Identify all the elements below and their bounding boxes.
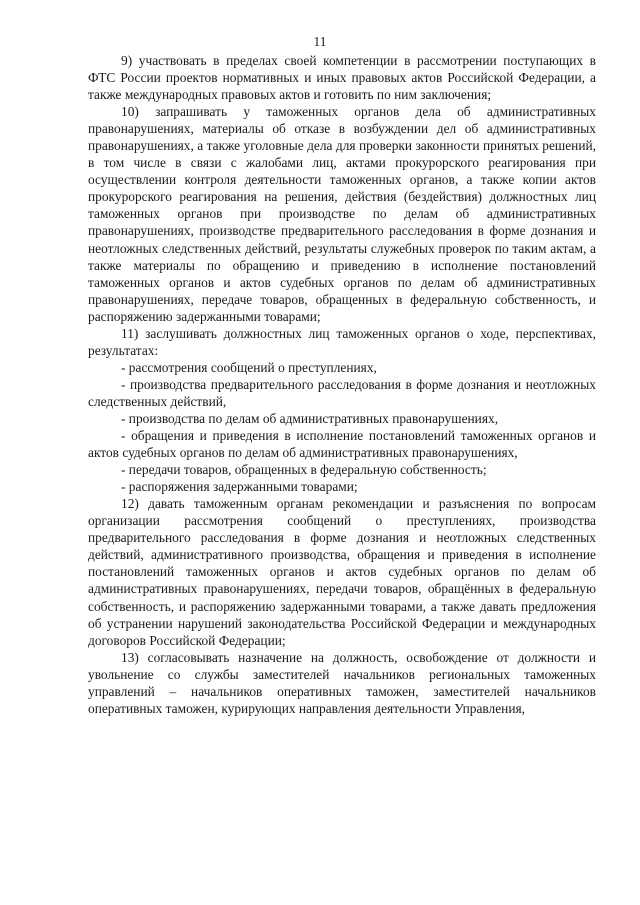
paragraph-item-10: 10) запрашивать у таможенных органов дела об административных правонарушениях, материалы об отказе в возбуждении дел об административных правонарушениях, а также уголовные дела для проверки законности принятых решений, в том числе в связи с жалобами лиц, актами прокурорского реагирования при осуществлении контроля деятельности таможенных органов, а также копии актов прокурорского реагирования на решения, действия (бездействия) должностных лиц таможенных органов при производстве по делам об административных правонарушениях, производстве предварительного расследования в форме дознания и неотложных следственных действий, результаты служебных проверок по таким актам, а также материалы по обращению и приведению в исполнение постановлений таможенных органов и актов судебных органов по делам об административных правонарушениях, передаче товаров, обращенных в федеральную собственность, и распоряжению задержанными товарами; <box>88 104 596 324</box>
list-item-crime-reports: - рассмотрения сообщений о преступлениях, <box>121 359 377 375</box>
paragraph-item-9: 9) участвовать в пределах своей компетенции в рассмотрении поступающих в ФТС России проектов нормативных и иных правовых актов Российской Федерации, а также международных правовых актов и готовить по ним заключения; <box>88 53 596 103</box>
paragraph-item-11: 11) заслушивать должностных лиц таможенных органов о ходе, перспективах, результатах: <box>88 325 596 358</box>
document-body <box>88 52 596 717</box>
list-item-administrative-cases: - производства по делам об административных правонарушениях, <box>121 410 499 426</box>
list-item-enforcement-of-rulings: - обращения и приведения в исполнение постановлений таможенных органов и актов судебных органов по делам об административных правонарушениях, <box>88 428 596 461</box>
list-item-transfer-of-goods: - передачи товаров, обращенных в федеральную собственность; <box>121 462 487 478</box>
list-item-preliminary-investigation: - производства предварительного расследования в форме дознания и неотложных следственных действий, <box>88 376 596 409</box>
page-number: 11 <box>313 34 327 49</box>
paragraph-item-12: 12) давать таможенным органам рекомендации и разъяснения по вопросам организации рассмотрения сообщений о преступлениях, производства предварительного расследования в форме дознания и неотложных следственных действий, административного производства, обращения и приведения в исполнение постановлений таможенных органов и актов судебных органов по делам об административных правонарушениях, передачи товаров, обращённых в федеральную собственность, и распоряжению задержанными товарами, а также давать предложения об устранении нарушений законодательства Российской Федерации и международных договоров Российской Федерации; <box>88 496 596 648</box>
paragraph-item-13: 13) согласовывать назначение на должность, освобождение от должности и увольнение со службы заместителей начальников региональных таможенных управлений – начальников оперативных таможен, заместителей начальников оперативных таможен, курирующих направления деятельности Управления, <box>88 649 596 716</box>
list-item-detained-goods: - распоряжения задержанными товарами; <box>121 479 358 495</box>
